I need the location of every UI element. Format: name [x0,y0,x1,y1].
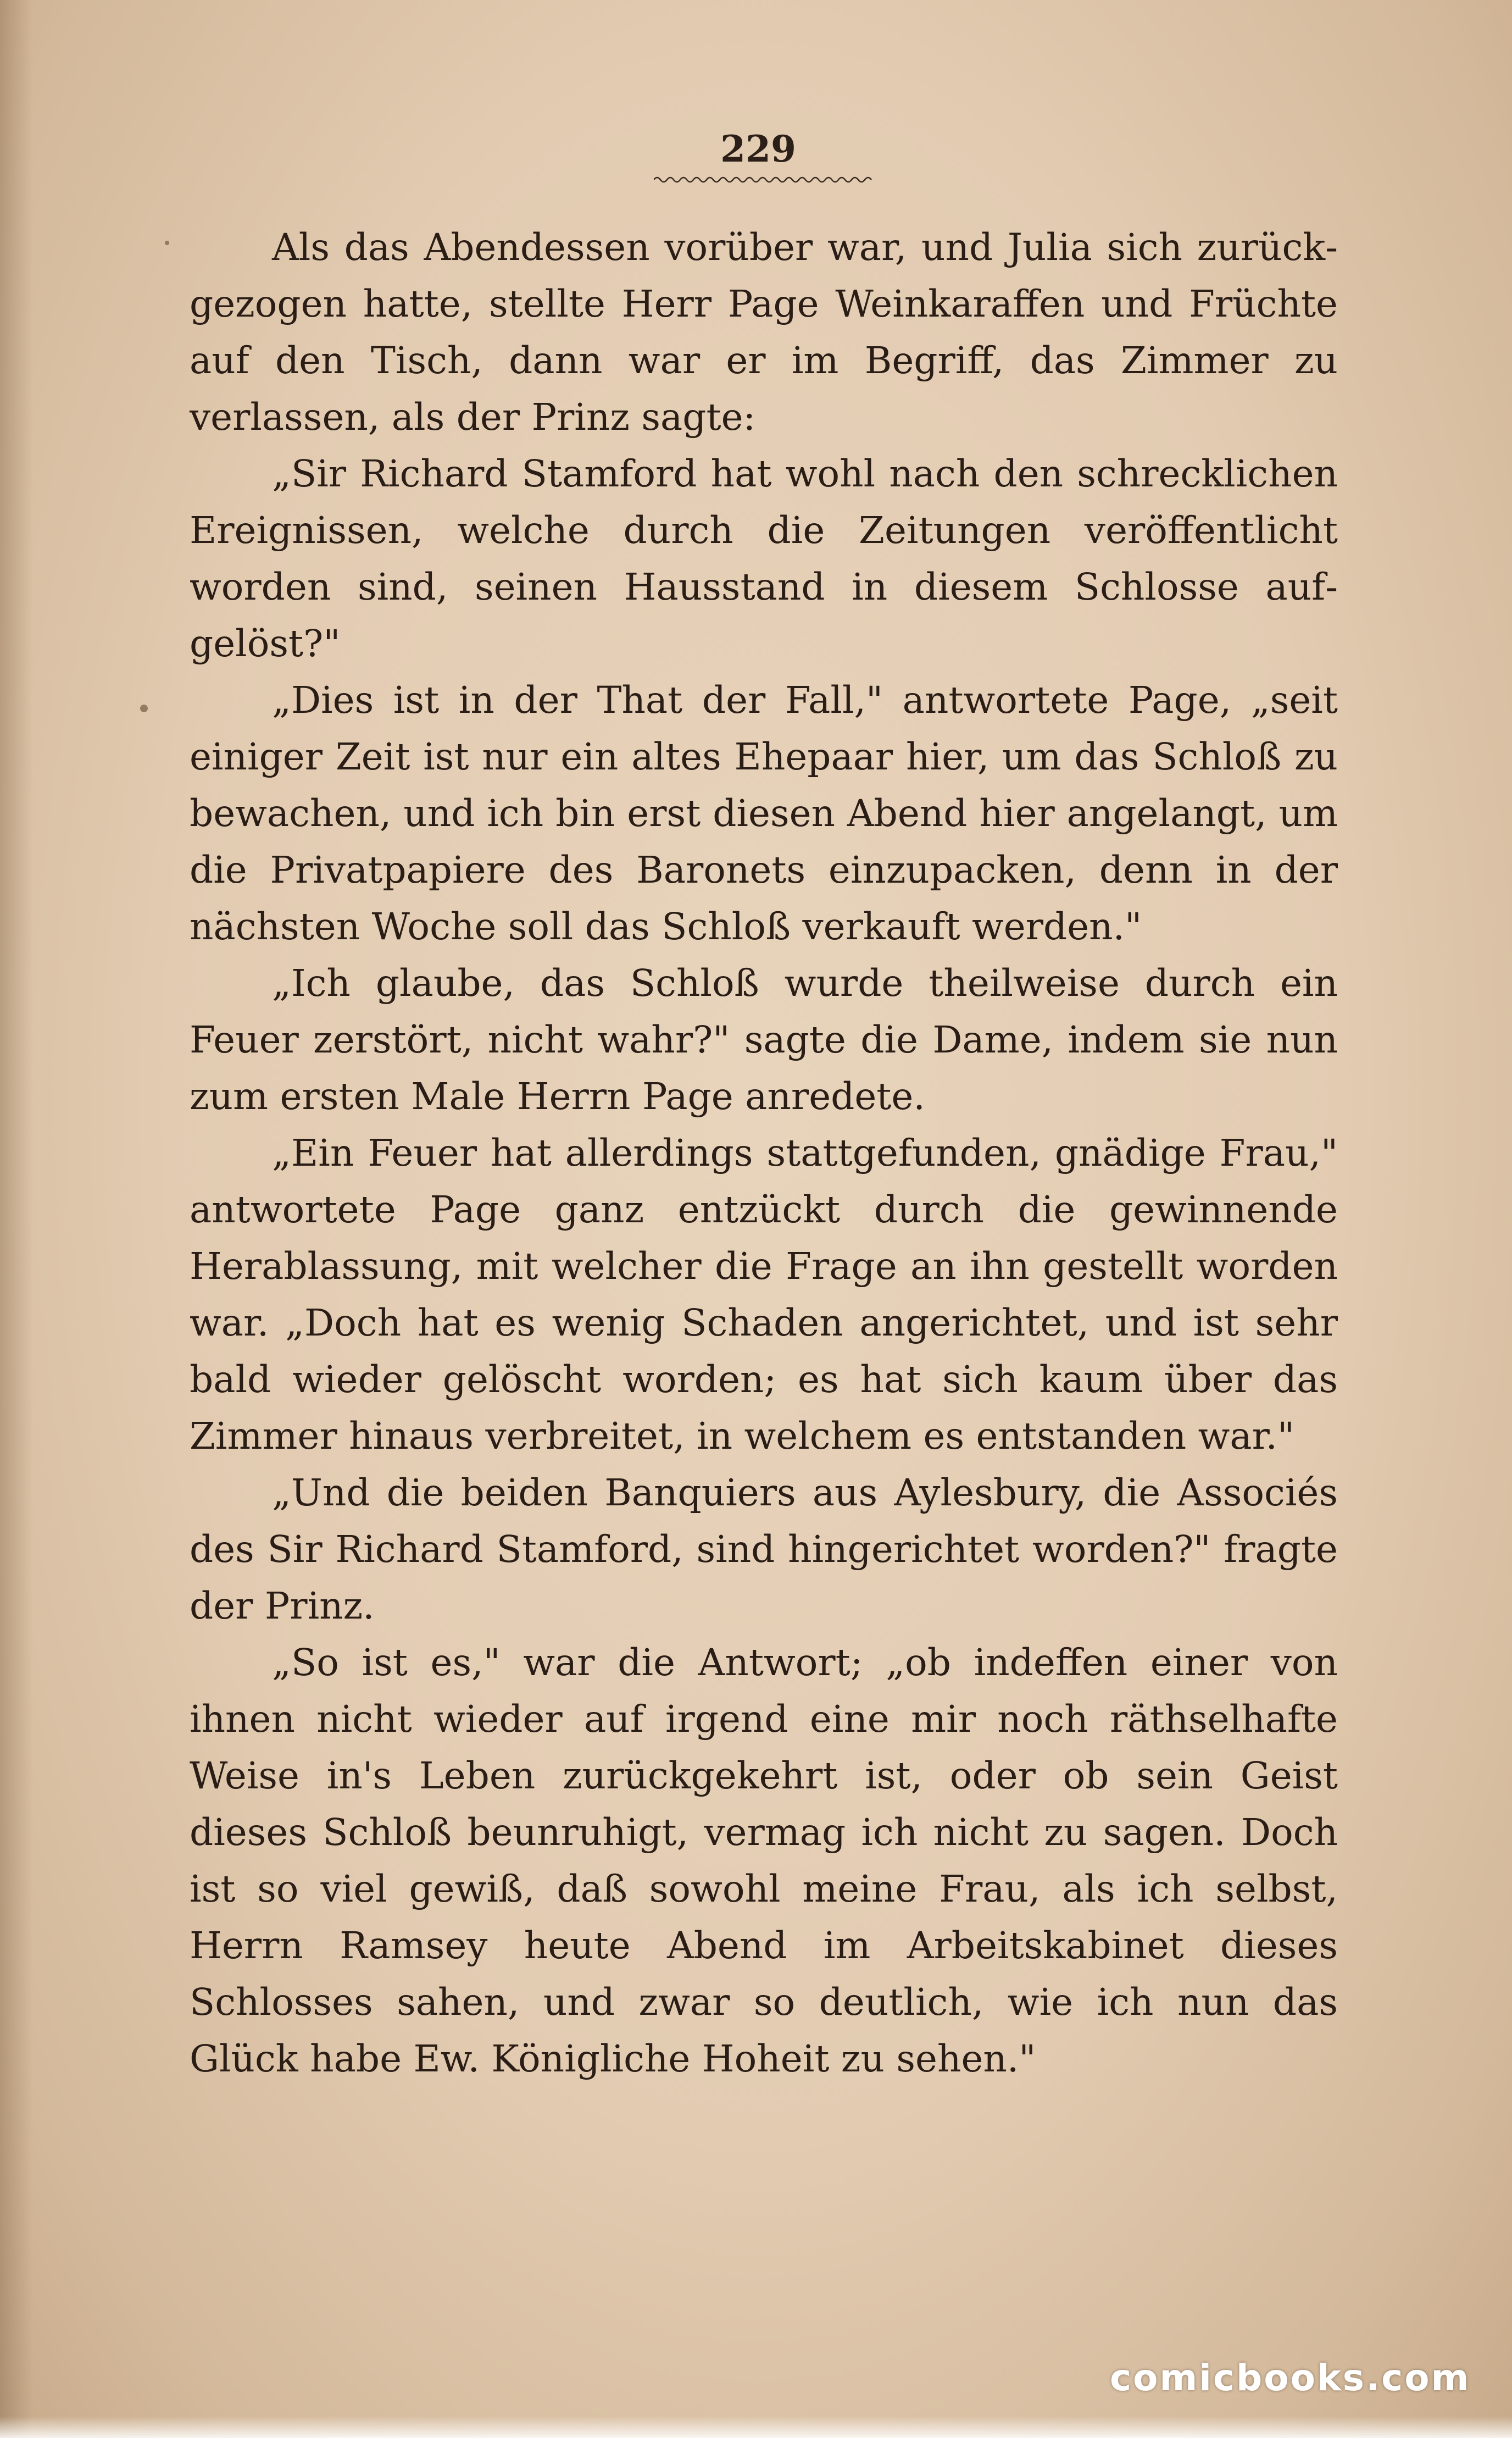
page-edge [0,2416,1512,2438]
page-number: 229 [720,128,796,170]
paper-speck [140,705,148,712]
paragraph: Als das Abendessen vorüber war, und Julia sich zurückgezogen hatte, stellte Herr Page Weinkaraffen und Früchte auf den Tisch, dann war er im Begriff, das Zimmer zu verlassen, als der Prinz sagte: [190,225,1338,439]
body-text [190,219,1338,2087]
paragraph: „Und die beiden Banquiers aus Aylesbury, die Associés des Sir Richard Stamford, sind hingerichtet worden?" fragte der Prinz. [190,1471,1338,1627]
paragraph: „So ist es," war die Antwort; „ob indeffen einer von ihnen nicht wieder auf irgend eine mir noch räthselhafte Weise in's Leben zurückgekehrt ist, oder ob sein Geist dieses Schloß beunruhigt, vermag ich nicht zu sagen. Doch ist so viel gewiß, daß sowohl meine Frau, als ich selbst, Herrn Ramsey heute Abend im Arbeitskabinet dieses Schlosses sahen, und zwar so deutlich, wie ich nun das Glück habe Ew. Königliche Hoheit zu sehen." [190,1641,1338,2080]
paragraph: „Ich glaube, das Schloß wurde theilweise durch ein Feuer zerstört, nicht wahr?" sagte die Dame, indem sie nun zum ersten Male Herrn Page anredete. [190,961,1338,1118]
paper-speck [165,241,169,245]
paragraph: „Ein Feuer hat allerdings stattgefunden, gnädige Frau," antwortete Page ganz entzückt durch die gewinnende Herablassung, mit welcher die Frage an ihn gestellt worden war. „Doch hat es wenig Schaden angerichtet, und ist sehr bald wieder gelöscht worden; es hat sich kaum über das Zimmer hinaus verbreitet, in welchem es entstanden war." [190,1131,1338,1458]
paragraph: „Sir Richard Stamford hat wohl nach den schrecklichen Ereignissen, welche durch die Zeitungen veröffentlicht worden sind, seinen Hausstand in diesem Schlosse aufgelöst?" [190,452,1338,665]
spine-shadow [0,0,33,2438]
watermark: comicbooks.com [1110,2357,1471,2399]
ornament-rule [654,171,874,188]
paragraph: „Dies ist in der That der Fall," antwortete Page, „seit einiger Zeit ist nur ein altes Ehepaar hier, um das Schloß zu bewachen, und ich bin erst diesen Abend hier angelangt, um die Privatpapiere des Baronets einzupacken, denn in der nächsten Woche soll das Schloß verkauft werden." [190,678,1338,948]
